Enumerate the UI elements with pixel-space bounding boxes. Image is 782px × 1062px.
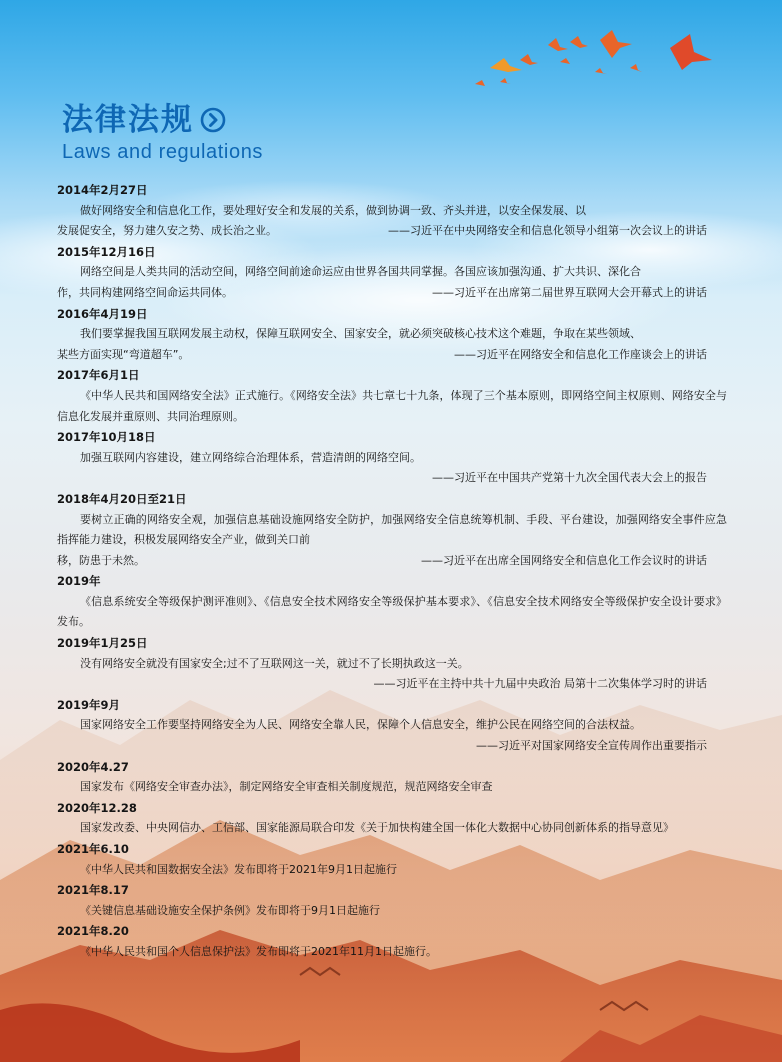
timeline-entry [57,571,727,633]
birds-decoration [475,30,712,87]
entry-text: 《信息系统安全等级保护测评准则》、《信息安全技术网络安全等级保护基本要求》、《信息安全技术网络安全等级保护安全设计要求》发布。 [57,594,727,629]
page-title: 法律法规 [62,102,194,138]
timeline-entry [57,798,727,839]
entry-date: 2017年6月1日 [57,368,140,383]
timeline-entry [57,633,727,695]
page-subtitle: Laws and regulations [62,141,264,163]
entry-quote: ——习近平对国家网络安全宣传周作出重要指示 [476,739,707,753]
entry-text-tail: 移，防患于未然。 [57,553,145,567]
entry-text-tail: 某些方面实现“弯道超车”。 [57,347,190,361]
entry-quote: ——习近平在中央网络安全和信息化领导小组第一次会议上的讲话 [388,224,707,238]
entry-date: 2019年1月25日 [57,636,148,651]
timeline-entry [57,839,727,880]
entry-quote: ——习近平在出席第二届世界互联网大会开幕式上的讲话 [432,285,707,299]
entry-text-tail: 发展促安全，努力建久安之势、成长治之业。 [57,224,277,238]
entry-text: 网络空间是人类共同的活动空间，网络空间前途命运应由世界各国共同掌握。各国应该加强沟通、扩大共识、深化合 [80,265,641,279]
timeline-entry [57,880,727,921]
entry-date: 2021年8.20 [57,924,129,939]
timeline-entry [57,427,727,489]
entry-text: 国家发布《网络安全审查办法》，制定网络安全审查相关制度规范，规范网络安全审查 [80,780,493,794]
entry-date: 2014年2月27日 [57,183,148,197]
entry-text: 没有网络安全就没有国家安全;过不了互联网这一关，就过不了长期执政这一关。 [80,656,469,670]
entry-quote: ——习近平在网络安全和信息化工作座谈会上的讲话 [454,347,707,361]
timeline-entry [57,695,727,757]
timeline-entry [57,242,727,304]
entry-text: 《中华人民共和国个人信息保护法》发布即将于2021年11月1日起施行。 [80,944,437,958]
entry-text-tail: 作，共同构建网络空间命运共同体。 [57,285,233,299]
entry-tail-row [57,551,727,572]
entry-date: 2019年9月 [57,697,121,712]
entry-text: 加强互联网内容建设，建立网络综合治理体系，营造清朗的网络空间。 [80,450,421,464]
entry-date: 2016年4月19日 [57,306,148,321]
entry-text: 国家发改委、中央网信办、工信部、国家能源局联合印发《关于加快构建全国一体化大数据中心协同创新体系的指导意见》 [80,821,674,835]
timeline-entry [57,921,727,962]
timeline-entry [57,489,727,571]
entry-tail-row [57,221,727,242]
entry-date: 2018年4月20日至21日 [57,491,187,506]
title-row [62,100,263,140]
entry-date: 2020年12.28 [57,800,137,815]
entry-text: 做好网络安全和信息化工作，要处理好安全和发展的关系，做到协调一致、齐头并进，以安全保发展、以 [80,203,586,217]
timeline-entry [57,365,727,427]
entry-text: 《中华人民共和国数据安全法》发布即将于2021年9月1日起施行 [80,862,397,876]
entry-date: 2017年10月18日 [57,430,156,445]
timeline-list [57,180,727,963]
entry-text: 我们要掌握我国互联网发展主动权，保障互联网安全、国家安全，就必须突破核心技术这个难题，争取在某些领域、 [80,327,641,341]
circle-arrow-right-icon[interactable] [200,107,226,133]
entry-tail-row [57,283,727,304]
entry-text: 要树立正确的网络安全观，加强信息基础设施网络安全防护，加强网络安全信息统筹机制、手段、平台建设，加强网络安全事件应急指挥能力建设，积极发展网络安全产业，做到关口前 [57,512,727,547]
entry-date: 2021年6.10 [57,842,129,856]
entry-text: 《关键信息基础设施安全保护条例》发布即将于9月1日起施行 [80,903,380,917]
timeline-entry [57,180,727,242]
timeline-entry [57,304,727,366]
entry-date: 2019年 [57,574,101,589]
entry-text: 国家网络安全工作要坚持网络安全为人民、网络安全靠人民，保障个人信息安全，维护公民在网络空间的合法权益。 [80,718,641,732]
entry-quote: ——习近平在出席全国网络安全和信息化工作会议时的讲话 [421,553,707,567]
entry-date: 2021年8.17 [57,883,129,898]
entry-tail-row [57,345,727,366]
entry-date: 2015年12月16日 [57,244,156,259]
timeline-entry [57,757,727,798]
entry-quote: ——习近平在主持中共十九届中央政治 局第十二次集体学习时的讲话 [373,677,707,691]
section-header [62,100,263,164]
entry-quote: ——习近平在中国共产党第十九次全国代表大会上的报告 [432,471,707,485]
entry-text: 《中华人民共和国网络安全法》正式施行。《网络安全法》共七章七十九条，体现了三个基本原则，即网络空间主权原则、网络安全与信息化发展并重原则、共同治理原则。 [57,388,727,423]
entry-date: 2020年4.27 [57,759,129,774]
